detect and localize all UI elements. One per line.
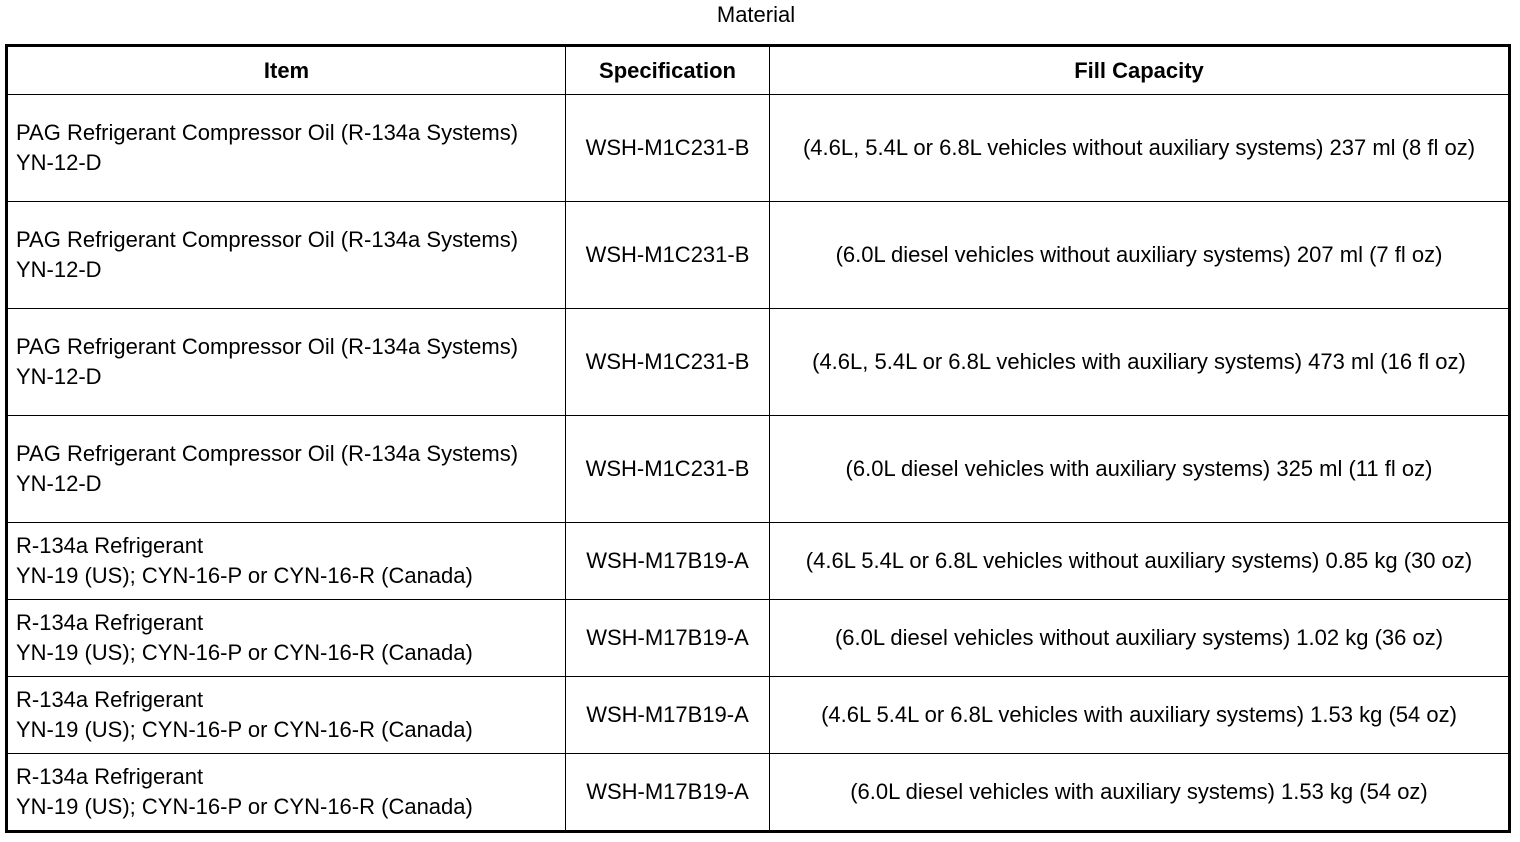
fill-capacity-cell: (4.6L 5.4L or 6.8L vehicles with auxiliary systems) 1.53 kg (54 oz)	[770, 677, 1510, 754]
item-cell	[7, 754, 566, 832]
table-row	[7, 202, 1510, 309]
header-row	[7, 46, 1510, 95]
table-caption: Material	[716, 2, 796, 27]
item-cell	[7, 309, 566, 416]
item-cell	[7, 202, 566, 309]
specification-cell: WSH-M1C231-B	[566, 416, 770, 523]
item-part-number: YN-19 (US); CYN-16-P or CYN-16-R (Canada)	[16, 640, 473, 665]
table-row	[7, 523, 1510, 600]
fill-capacity-cell: (6.0L diesel vehicles without auxiliary systems) 207 ml (7 fl oz)	[770, 202, 1510, 309]
table-row	[7, 95, 1510, 202]
specification-cell: WSH-M17B19-A	[566, 677, 770, 754]
table-row	[7, 416, 1510, 523]
specification-cell: WSH-M1C231-B	[566, 309, 770, 416]
item-name: PAG Refrigerant Compressor Oil (R-134a Systems)	[16, 227, 519, 252]
specification-cell: WSH-M17B19-A	[566, 754, 770, 832]
fill-capacity-cell: (4.6L, 5.4L or 6.8L vehicles without auxiliary systems) 237 ml (8 fl oz)	[770, 95, 1510, 202]
fill-capacity-cell: (6.0L diesel vehicles with auxiliary systems) 1.53 kg (54 oz)	[770, 754, 1510, 832]
item-part-number: YN-12-D	[16, 471, 102, 496]
item-cell	[7, 600, 566, 677]
specification-cell: WSH-M1C231-B	[566, 202, 770, 309]
header-item: Item	[7, 46, 566, 95]
header-specification: Specification	[566, 46, 770, 95]
item-name: PAG Refrigerant Compressor Oil (R-134a Systems)	[16, 334, 519, 359]
item-cell	[7, 416, 566, 523]
item-part-number: YN-12-D	[16, 257, 102, 282]
fill-capacity-cell: (4.6L 5.4L or 6.8L vehicles without auxiliary systems) 0.85 kg (30 oz)	[770, 523, 1510, 600]
table-row	[7, 754, 1510, 832]
item-name: R-134a Refrigerant	[16, 687, 204, 712]
fill-capacity-cell: (6.0L diesel vehicles without auxiliary systems) 1.02 kg (36 oz)	[770, 600, 1510, 677]
specification-cell: WSH-M1C231-B	[566, 95, 770, 202]
material-table	[5, 44, 1511, 833]
item-cell	[7, 95, 566, 202]
item-cell	[7, 523, 566, 600]
item-name: PAG Refrigerant Compressor Oil (R-134a Systems)	[16, 441, 519, 466]
fill-capacity-cell: (4.6L, 5.4L or 6.8L vehicles with auxiliary systems) 473 ml (16 fl oz)	[770, 309, 1510, 416]
item-cell	[7, 677, 566, 754]
specification-cell: WSH-M17B19-A	[566, 600, 770, 677]
table-row	[7, 309, 1510, 416]
item-name: PAG Refrigerant Compressor Oil (R-134a Systems)	[16, 120, 519, 145]
item-part-number: YN-12-D	[16, 364, 102, 389]
item-name: R-134a Refrigerant	[16, 533, 204, 558]
table-row	[7, 600, 1510, 677]
header-fill-capacity: Fill Capacity	[770, 46, 1510, 95]
item-name: R-134a Refrigerant	[16, 764, 204, 789]
item-part-number: YN-19 (US); CYN-16-P or CYN-16-R (Canada)	[16, 563, 473, 588]
table-row	[7, 677, 1510, 754]
fill-capacity-cell: (6.0L diesel vehicles with auxiliary systems) 325 ml (11 fl oz)	[770, 416, 1510, 523]
item-name: R-134a Refrigerant	[16, 610, 204, 635]
specification-cell: WSH-M17B19-A	[566, 523, 770, 600]
item-part-number: YN-12-D	[16, 150, 102, 175]
item-part-number: YN-19 (US); CYN-16-P or CYN-16-R (Canada)	[16, 794, 473, 819]
item-part-number: YN-19 (US); CYN-16-P or CYN-16-R (Canada)	[16, 717, 473, 742]
